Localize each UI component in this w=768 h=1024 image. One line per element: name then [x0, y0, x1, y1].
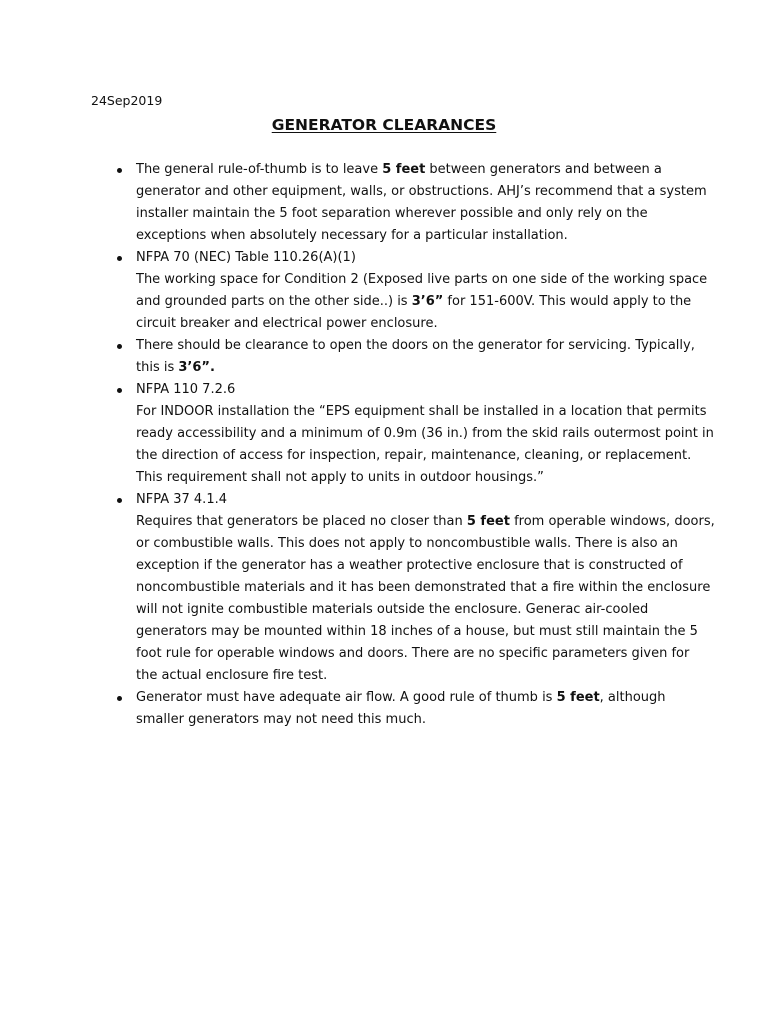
- text-segment: generators may be mounted within 18 inches of a house, but must still maintain the 5: [136, 624, 698, 639]
- document-title: GENERATOR CLEARANCES: [271, 116, 497, 134]
- bullet-text-line: [136, 599, 688, 621]
- bold-text: 5 feet: [382, 162, 426, 177]
- text-segment: from operable windows, doors,: [509, 514, 715, 529]
- bullet-text-line: [136, 621, 698, 643]
- bullet-text-line: [136, 577, 711, 599]
- bullet-text-line: [136, 335, 695, 357]
- bullet-text-line: [136, 445, 692, 467]
- bullet-icon: [117, 498, 122, 503]
- bullet-item: [136, 489, 715, 687]
- text-segment: or combustible walls. This does not apply to noncombustible walls. There is also an: [136, 536, 678, 551]
- bullet-text-line: [136, 401, 707, 423]
- document-date: 24Sep2019: [91, 93, 163, 108]
- bold-text: 3’6”.: [178, 360, 215, 375]
- text-segment: and grounded parts on the other side..) is: [136, 294, 412, 309]
- bullet-text-line: [136, 357, 688, 379]
- bullet-item: [136, 335, 695, 379]
- text-segment: There should be clearance to open the doors on the generator for servicing. Typically,: [136, 338, 695, 353]
- bold-text: 3’6”: [411, 294, 444, 309]
- bullet-text-line: [136, 467, 688, 489]
- text-segment: Requires that generators be placed no closer than: [136, 514, 467, 529]
- bullet-text-line: [136, 709, 688, 731]
- bullet-text-line: [136, 203, 688, 225]
- text-segment: NFPA 37 4.1.4: [136, 492, 227, 507]
- bullet-text-line: [136, 247, 688, 269]
- text-segment: smaller generators may not need this much.: [136, 712, 426, 727]
- text-segment: NFPA 110 7.2.6: [136, 382, 236, 397]
- text-segment: exceptions when absolutely necessary for a particular installation.: [136, 228, 568, 243]
- bullet-item: [136, 379, 714, 489]
- text-segment: ready accessibility and a minimum of 0.9m (36 in.) from the skid rails outermost point in: [136, 426, 714, 441]
- bold-text: 5 feet: [556, 690, 600, 705]
- text-segment: installer maintain the 5 foot separation wherever possible and only rely on the: [136, 206, 648, 221]
- text-segment: The working space for Condition 2 (Exposed live parts on one side of the working space: [136, 272, 708, 287]
- bullet-icon: [117, 696, 122, 701]
- text-segment: This requirement shall not apply to units in outdoor housings.”: [136, 470, 544, 485]
- bullet-text-line: [136, 313, 688, 335]
- text-segment: NFPA 70 (NEC) Table 110.26(A)(1): [136, 250, 356, 265]
- bullet-icon: [117, 256, 122, 261]
- bullet-item: [136, 247, 708, 335]
- bullet-text-line: [136, 269, 708, 291]
- bullet-item: [136, 687, 688, 731]
- text-segment: Generator must have adequate air flow. A good rule of thumb is: [136, 690, 557, 705]
- bullet-text-line: [136, 511, 715, 533]
- bullet-text-line: [136, 533, 688, 555]
- text-segment: circuit breaker and electrical power enclosure.: [136, 316, 438, 331]
- bullet-text-line: [136, 687, 688, 709]
- bullet-text-line: [136, 555, 688, 577]
- text-segment: the direction of access for inspection, repair, maintenance, cleaning, or replacement.: [136, 448, 692, 463]
- text-segment: will not ignite combustible materials outside the enclosure. Generac air-cooled: [136, 602, 649, 617]
- bullet-icon: [117, 344, 122, 349]
- bullet-text-line: [136, 423, 714, 445]
- bullet-icon: [117, 168, 122, 173]
- text-segment: generator and other equipment, walls, or obstructions. AHJ’s recommend that a system: [136, 184, 707, 199]
- text-segment: the actual enclosure fire test.: [136, 668, 328, 683]
- bold-text: 5 feet: [466, 514, 510, 529]
- text-segment: The general rule-of-thumb is to leave: [136, 162, 383, 177]
- text-segment: this is: [136, 360, 179, 375]
- text-segment: , although: [599, 690, 666, 705]
- bullet-text-line: [136, 665, 688, 687]
- bullet-text-line: [136, 379, 688, 401]
- text-segment: noncombustible materials and it has been demonstrated that a fire within the enclosure: [136, 580, 711, 595]
- bullet-text-line: [136, 181, 707, 203]
- text-segment: For INDOOR installation the “EPS equipment shall be installed in a location that permits: [136, 404, 707, 419]
- text-segment: between generators and between a: [425, 162, 662, 177]
- bullet-text-line: [136, 489, 688, 511]
- bullet-text-line: [136, 291, 692, 313]
- bullet-list: [136, 159, 715, 731]
- bullet-text-line: [136, 159, 688, 181]
- bullet-item: [136, 159, 707, 247]
- text-segment: foot rule for operable windows and doors. There are no specific parameters given for: [136, 646, 690, 661]
- text-segment: for 151-600V. This would apply to the: [443, 294, 692, 309]
- text-segment: exception if the generator has a weather protective enclosure that is constructed of: [136, 558, 683, 573]
- bullet-text-line: [136, 225, 688, 247]
- bullet-text-line: [136, 643, 688, 665]
- bullet-icon: [117, 388, 122, 393]
